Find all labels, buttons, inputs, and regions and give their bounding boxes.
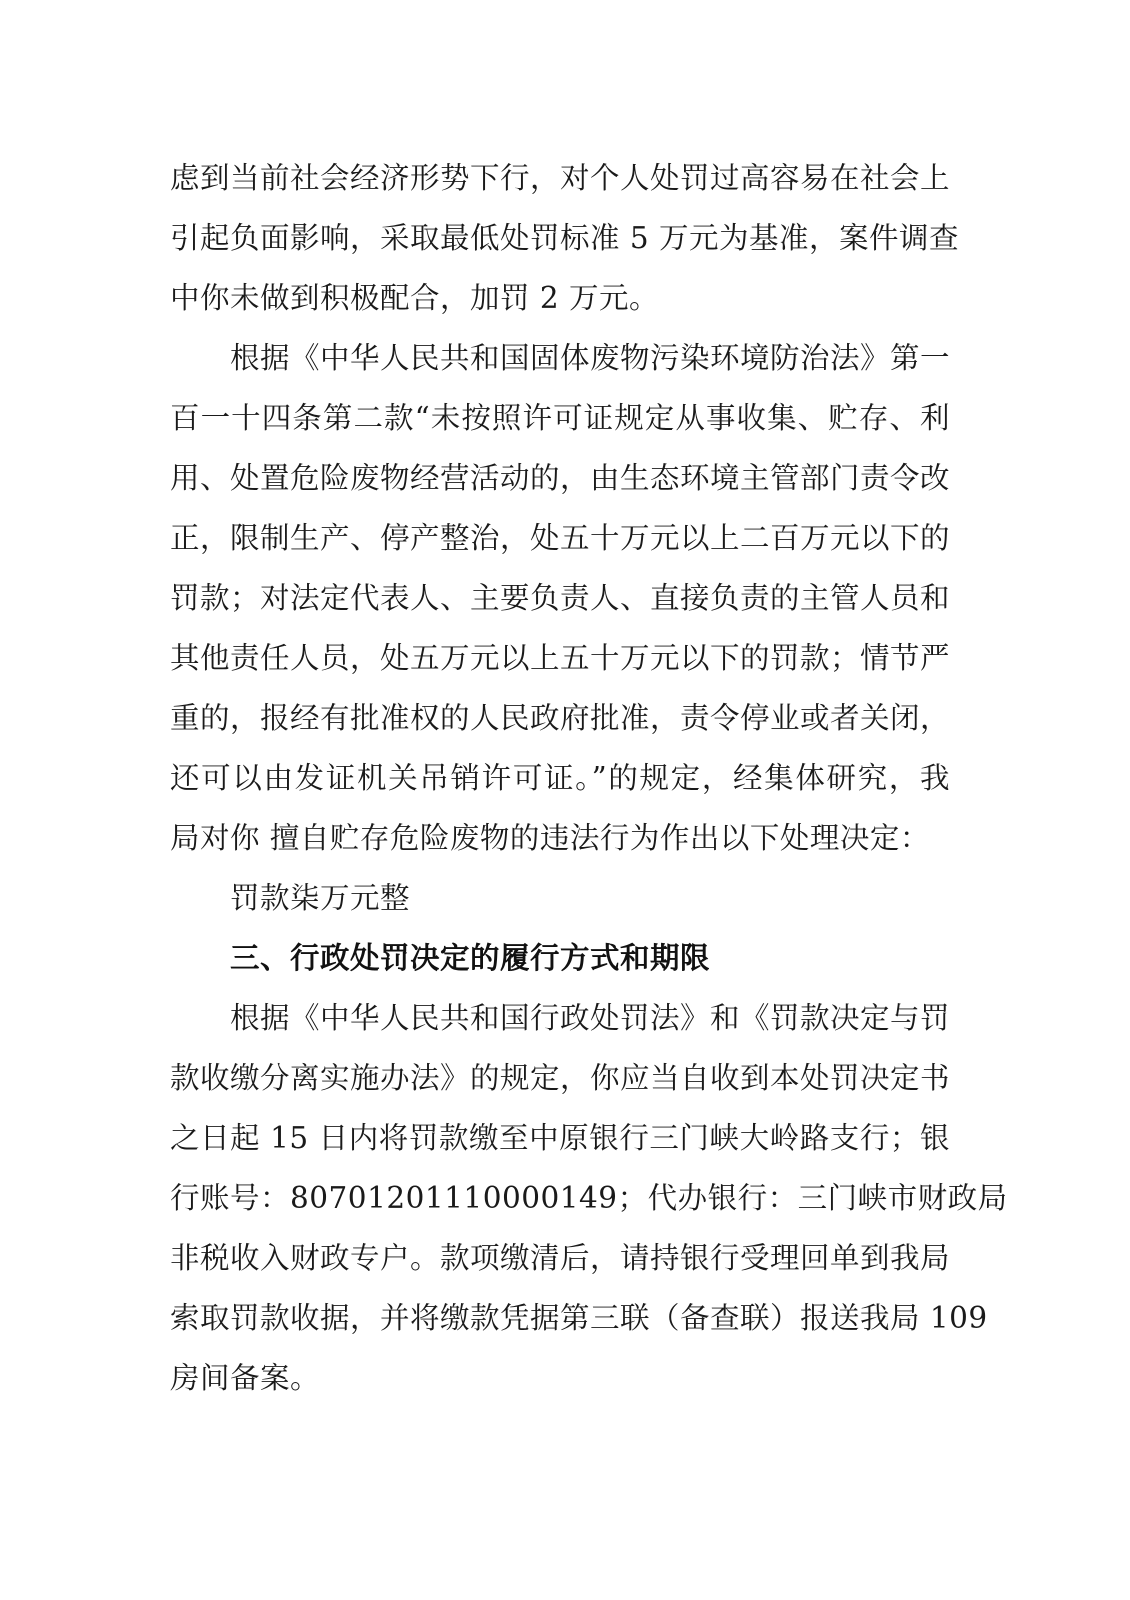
- text-line: 房间备案。: [170, 1361, 321, 1395]
- paragraph-penalty-basis: [170, 148, 960, 328]
- text-line: 非税收入财政专户。款项缴清后，请持银行受理回单到我局: [170, 1241, 951, 1275]
- text-line: 重的，报经有批准权的人民政府批准，责令停业或者关闭，: [170, 701, 951, 735]
- text-line: 其他责任人员，处五万元以上五十万元以下的罚款；情节严: [170, 641, 951, 675]
- text-line: 引起负面影响，采取最低处罚标准 5 万元为基准，案件调查: [170, 221, 960, 255]
- text-line: 用、处置危险废物经营活动的，由生态环境主管部门责令改: [170, 461, 951, 495]
- text-line: 虑到当前社会经济形势下行，对个人处罚过高容易在社会上: [170, 161, 951, 195]
- text-line: 正，限制生产、停产整治，处五十万元以上二百万元以下的: [170, 521, 951, 555]
- document-body: [170, 148, 1008, 1408]
- text-line: 还可以由发证机关吊销许可证。”的规定，经集体研究，我: [170, 761, 950, 795]
- text-line: 中你未做到积极配合，加罚 2 万元。: [170, 281, 660, 315]
- text-line: 之日起 15 日内将罚款缴至中原银行三门峡大岭路支行；银: [170, 1121, 950, 1155]
- paragraph-payment-method: [170, 988, 1008, 1408]
- section-heading: 三、行政处罚决定的履行方式和期限: [230, 941, 711, 975]
- paragraph-legal-basis: [170, 328, 950, 868]
- text-line: 索取罚款收据，并将缴款凭据第三联（备查联）报送我局 109: [170, 1301, 988, 1335]
- text-line: 款收缴分离实施办法》的规定，你应当自收到本处罚决定书: [170, 1061, 951, 1095]
- text-line: 局对你 擅自贮存危险废物的违法行为作出以下处理决定：: [170, 821, 930, 855]
- text-line: 罚款；对法定代表人、主要负责人、直接负责的主管人员和: [170, 581, 951, 615]
- text-line: 根据《中华人民共和国行政处罚法》和《罚款决定与罚: [230, 1001, 951, 1035]
- text-line: 行账号：80701201110000149；代办银行：三门峡市财政局: [170, 1181, 1008, 1215]
- text-line: 百一十四条第二款“未按照许可证规定从事收集、贮存、利: [170, 401, 950, 435]
- text-line: 根据《中华人民共和国固体废物污染环境防治法》第一: [230, 341, 951, 375]
- penalty-amount: 罚款柒万元整: [230, 881, 411, 915]
